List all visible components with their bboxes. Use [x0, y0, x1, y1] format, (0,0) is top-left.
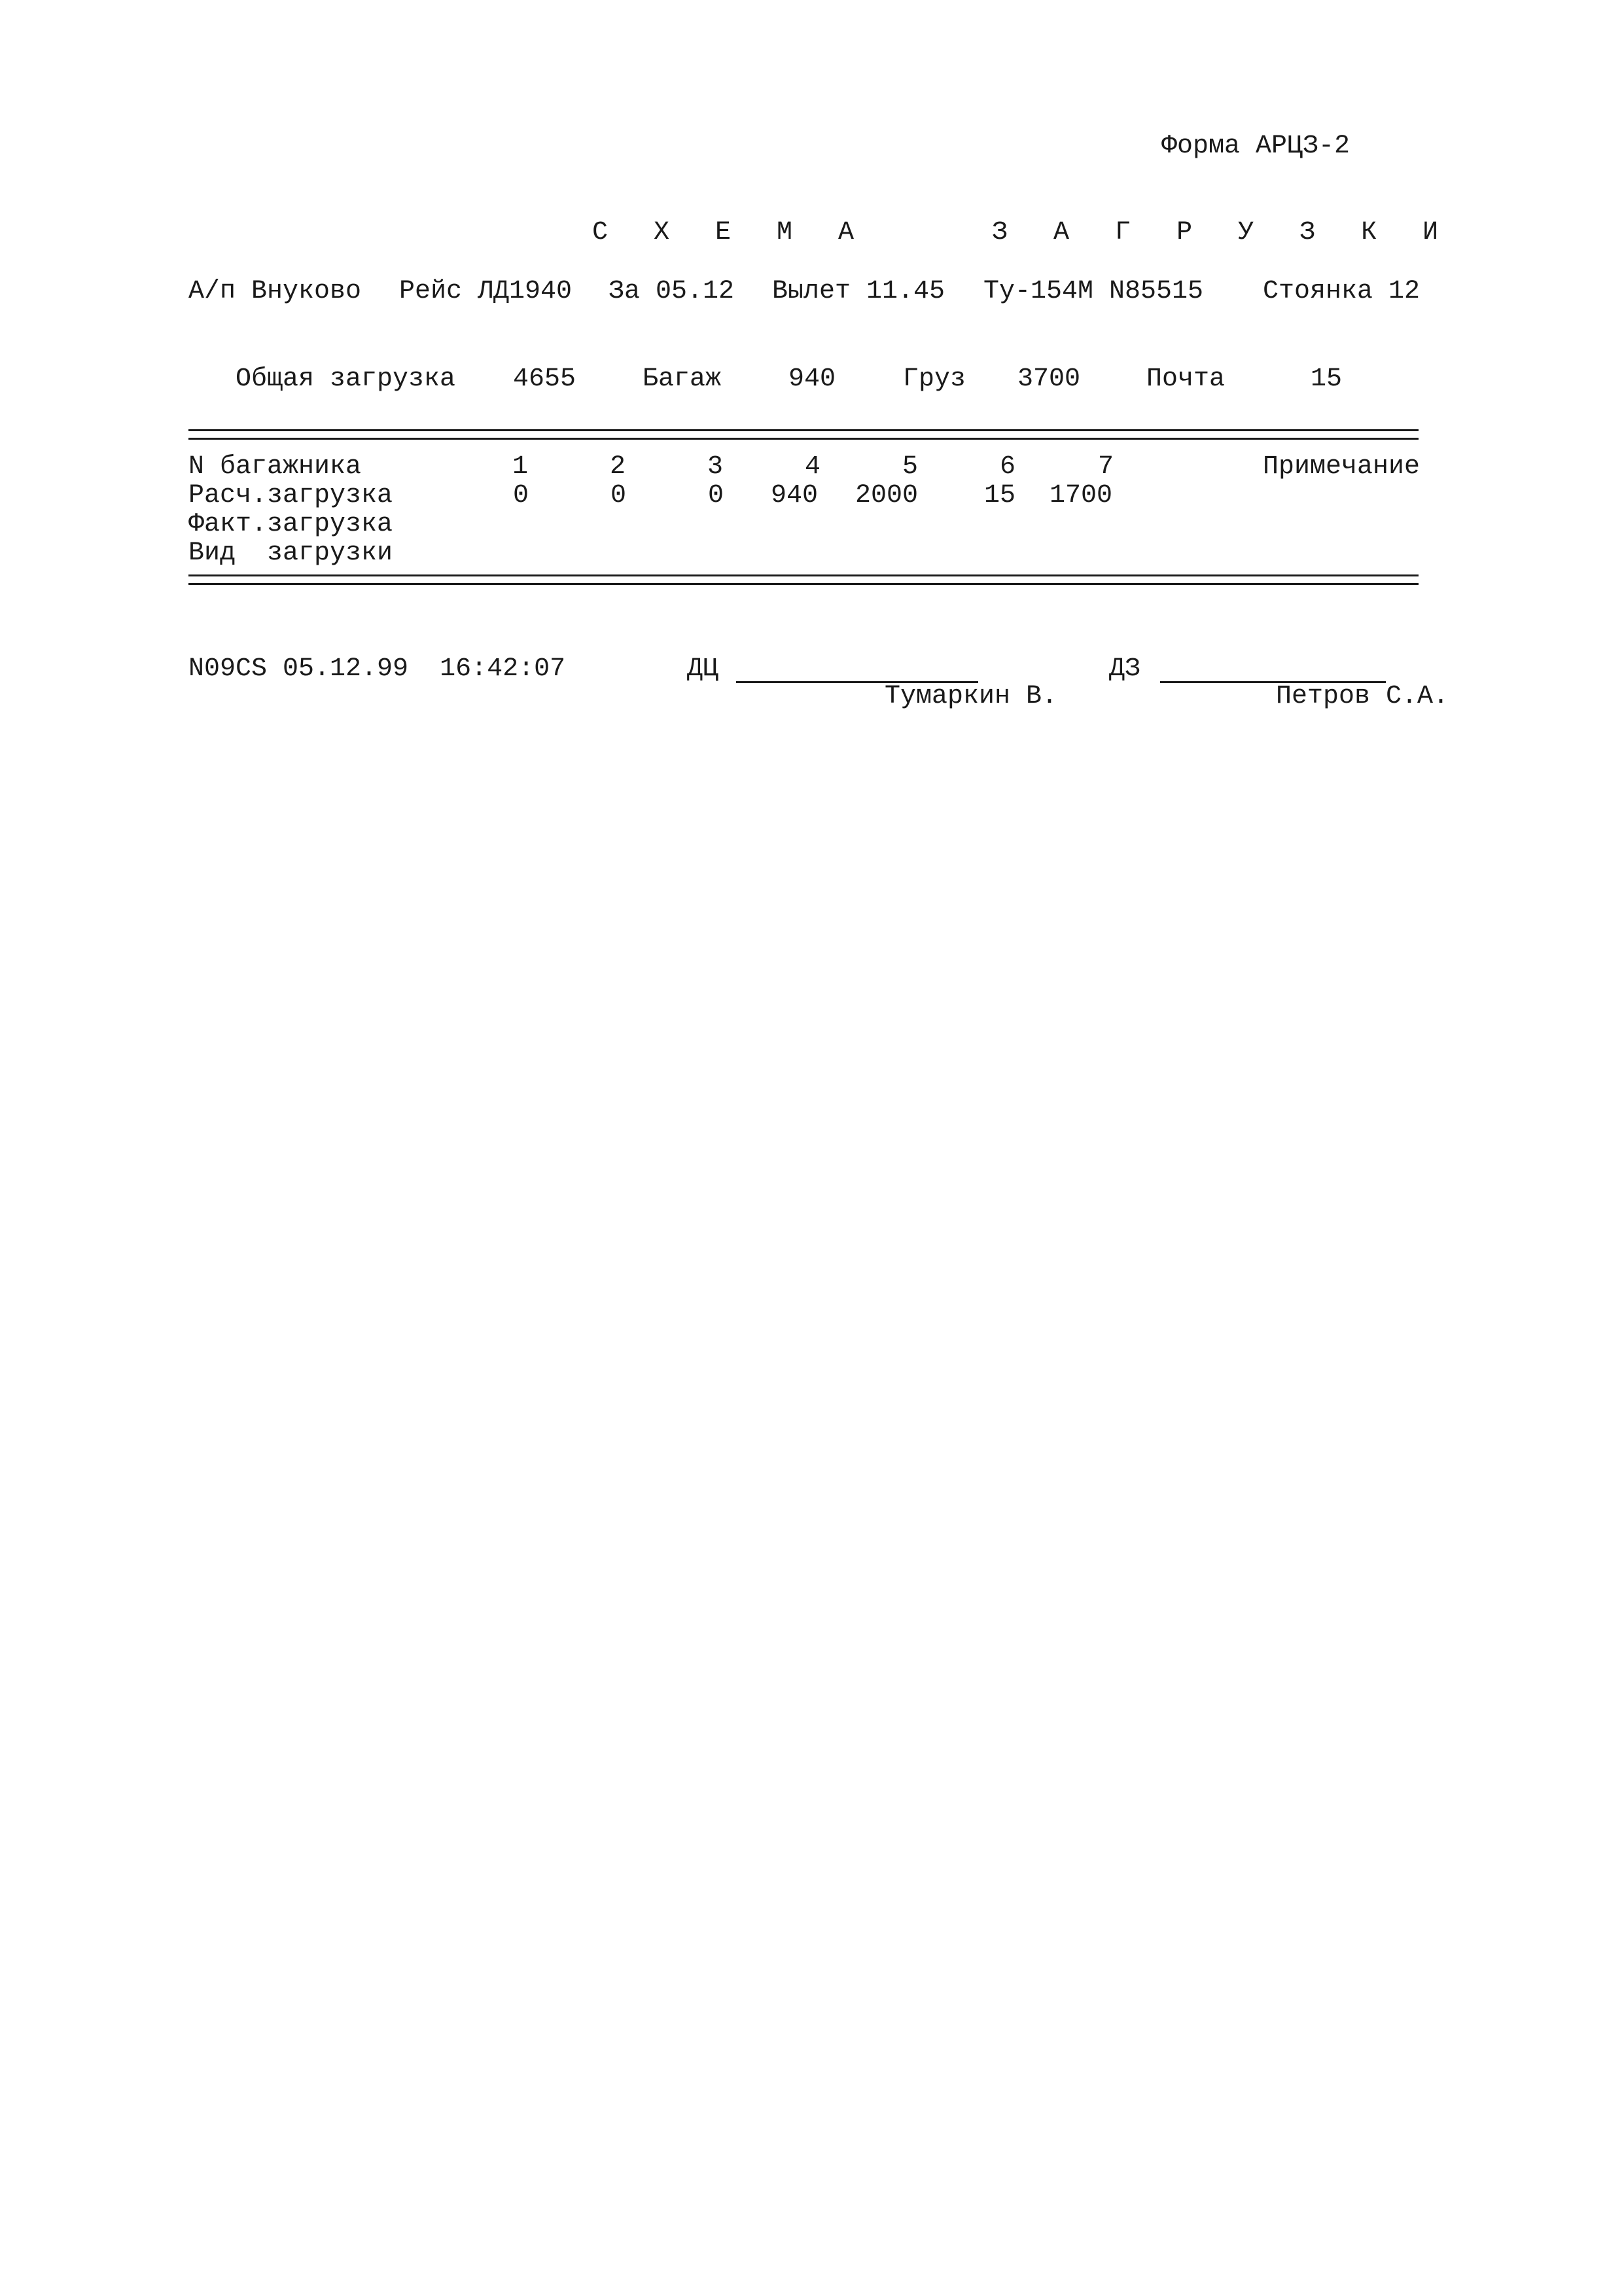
table-cell: 940 — [770, 481, 819, 510]
dc-name: Тумаркин В. — [885, 682, 1058, 711]
compartment-number: 5 — [902, 452, 919, 482]
mail-value: 15 — [1311, 364, 1343, 394]
flight-number: Рейс ЛД1940 — [399, 277, 573, 306]
row-label-load-type: Вид загрузки — [188, 539, 393, 568]
table-top-rule — [188, 429, 1419, 440]
row-label-actual-load: Факт.загрузка — [188, 510, 393, 539]
stand: Стоянка 12 — [1263, 277, 1421, 306]
document-title: С Х Е М А З А Г Р У З К И — [592, 218, 1454, 247]
mail-label: Почта — [1146, 364, 1226, 394]
table-cell: 15 — [983, 481, 1016, 510]
table-cell: 1700 — [1049, 481, 1113, 510]
flight-date: За 05.12 — [609, 277, 735, 306]
compartment-number: 6 — [999, 452, 1016, 482]
form-label: Форма АРЦЗ-2 — [1161, 132, 1350, 161]
airport: А/п Внуково — [188, 277, 362, 306]
departure-time: Вылет 11.45 — [772, 277, 945, 306]
total-load-label: Общая загрузка — [236, 364, 456, 394]
compartment-number: 2 — [609, 452, 626, 482]
compartment-number: 1 — [512, 452, 529, 482]
table-bottom-rule — [188, 574, 1419, 585]
dc-label: ДЦ — [687, 654, 719, 684]
compartment-number: 7 — [1097, 452, 1114, 482]
baggage-label: Багаж — [643, 364, 722, 394]
row-label-planned-load: Расч.загрузка — [188, 481, 393, 510]
dz-label: ДЗ — [1109, 654, 1141, 684]
compartment-number: 4 — [804, 452, 821, 482]
aircraft: Ту-154М N85515 — [983, 277, 1204, 306]
total-load-value: 4655 — [513, 364, 576, 394]
table-cell: 0 — [513, 481, 529, 510]
cargo-label: Груз — [903, 364, 966, 394]
table-cell: 0 — [610, 481, 627, 510]
cargo-value: 3700 — [1017, 364, 1081, 394]
compartment-header-label: N багажника — [188, 452, 362, 482]
baggage-value: 940 — [788, 364, 836, 394]
dz-name: Петров С.А. — [1276, 682, 1449, 711]
table-cell: 0 — [708, 481, 724, 510]
table-cell: 2000 — [855, 481, 919, 510]
system-stamp: N09CS 05.12.99 16:42:07 — [188, 654, 566, 684]
note-header: Примечание — [1263, 452, 1421, 482]
compartment-number: 3 — [707, 452, 724, 482]
